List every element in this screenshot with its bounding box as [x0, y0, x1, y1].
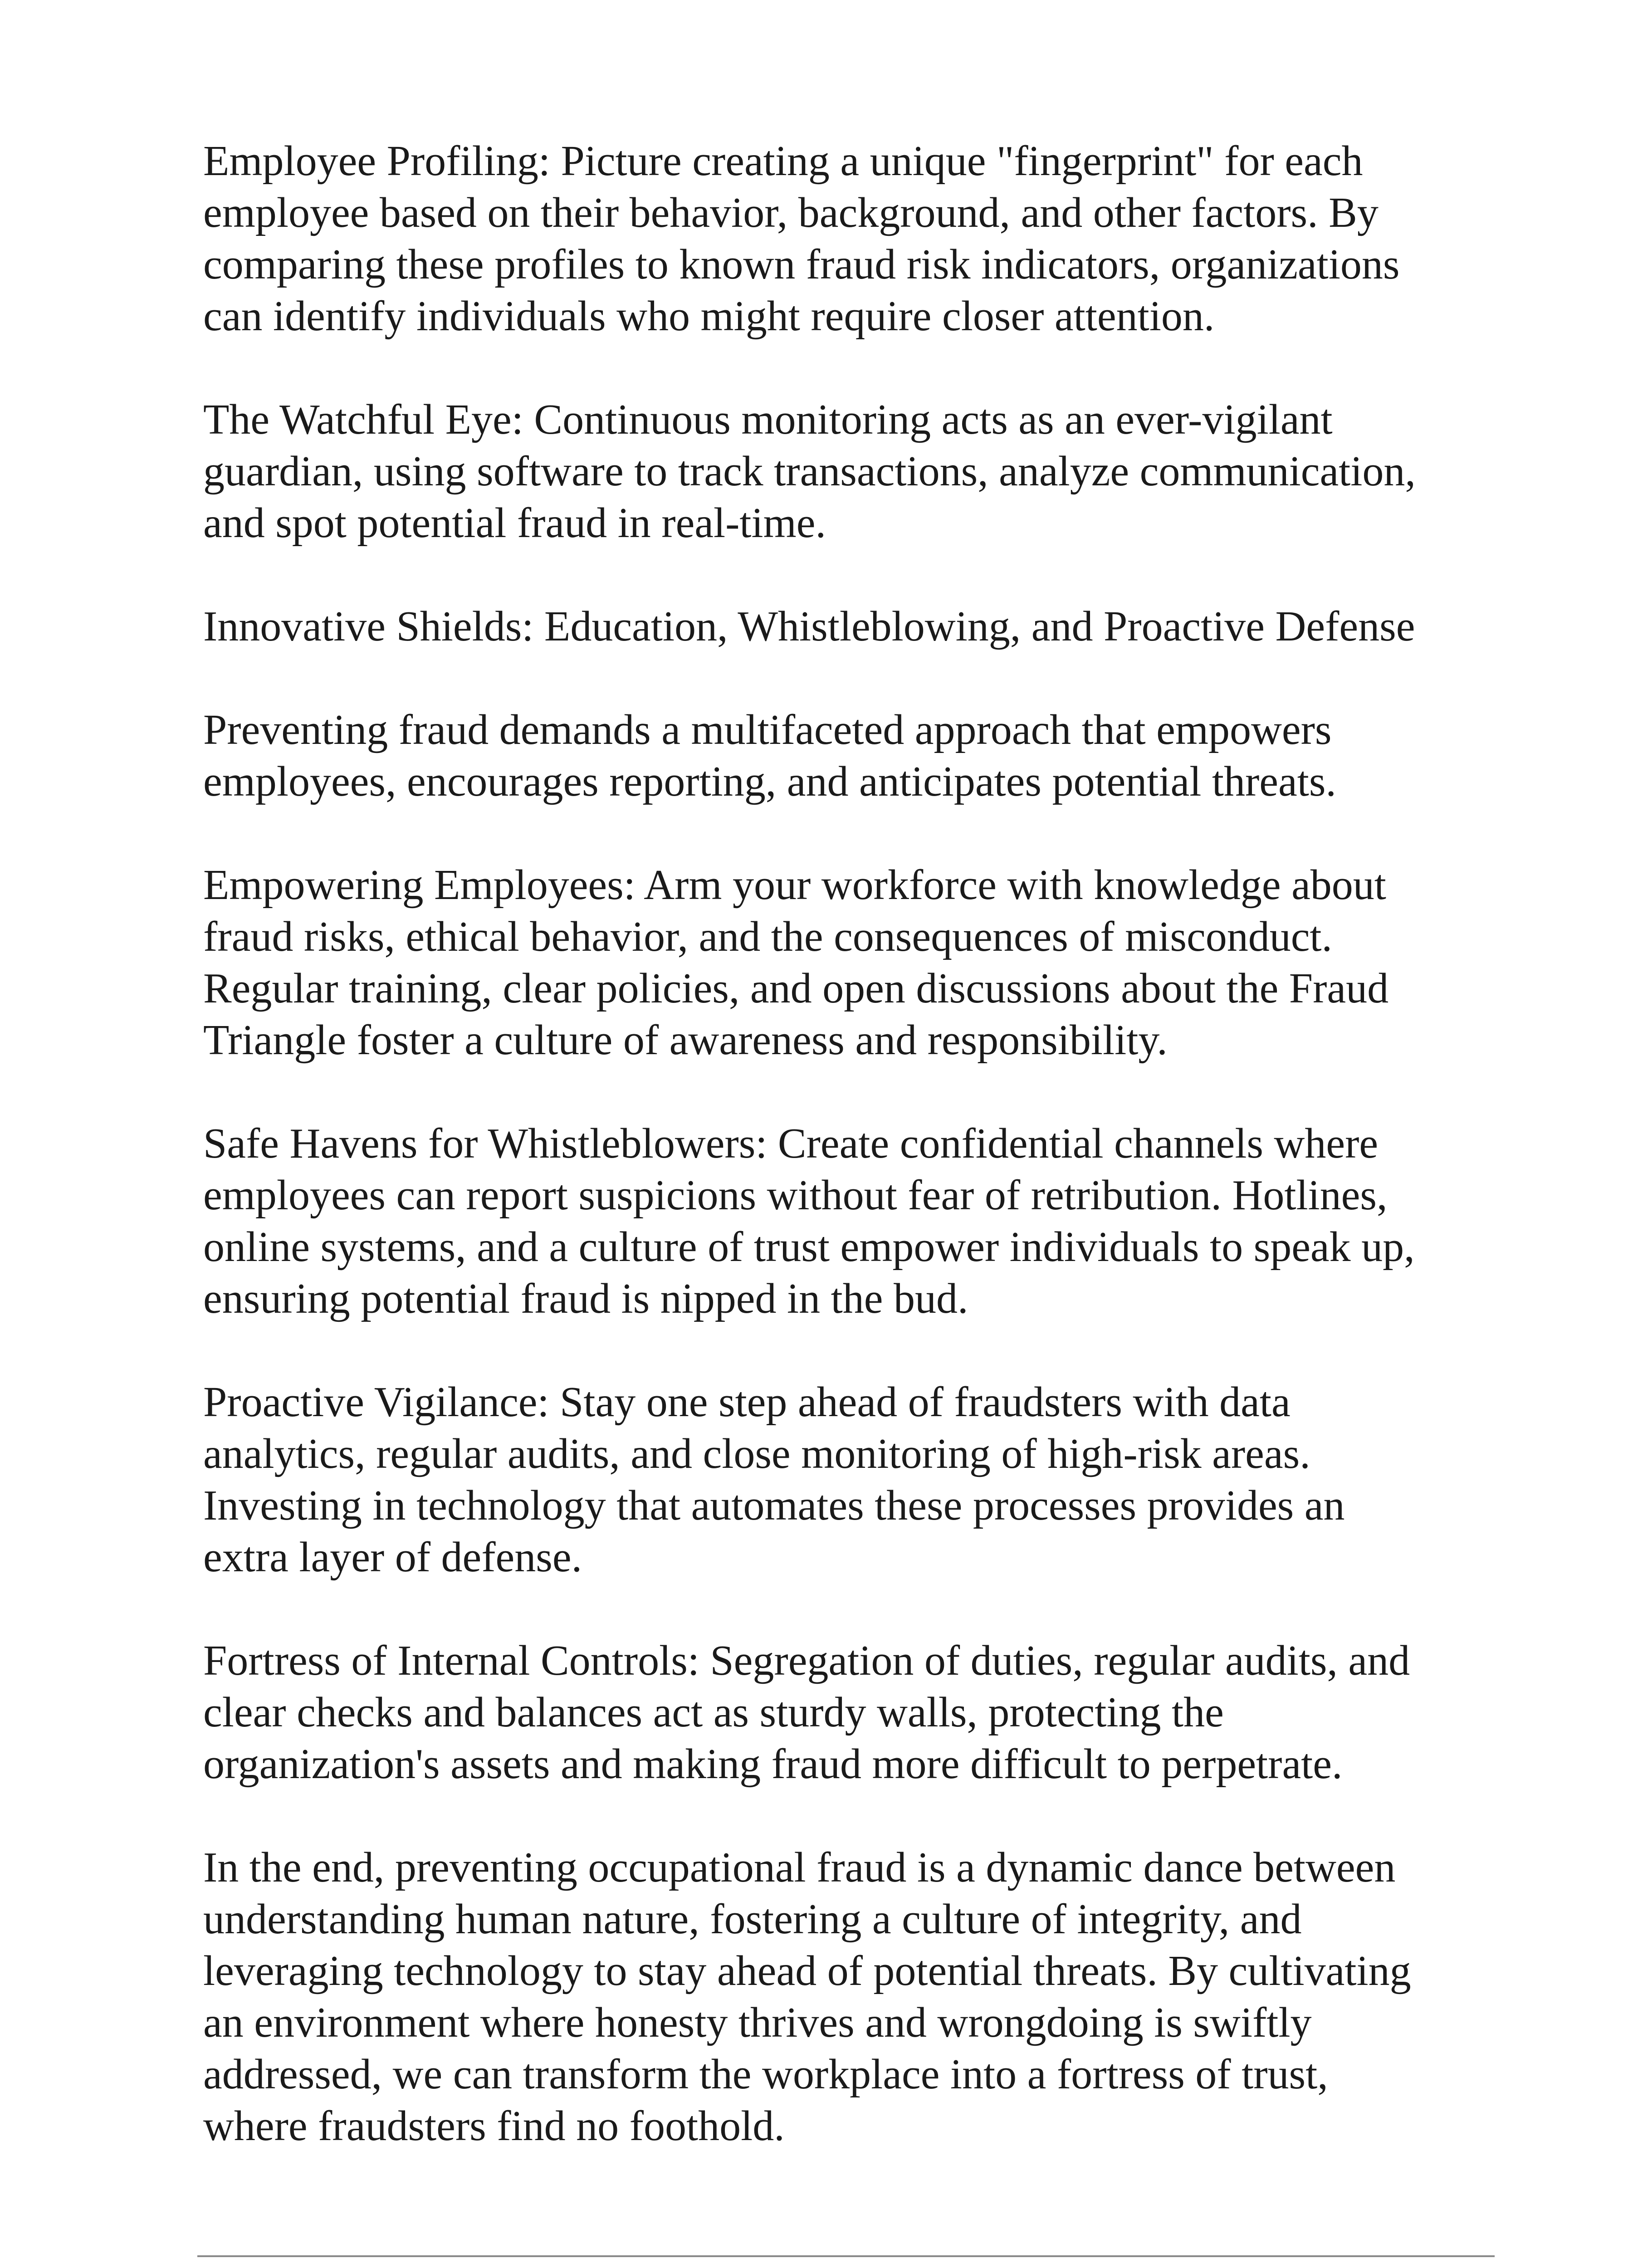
- paragraph-conclusion: In the end, preventing occupational fraud is a dynamic dance between understanding human nature, fostering a culture of integrity, and leveraging technology to stay ahead of potential threats. By cultivating an environment where honesty thrives and wrongdoing is swiftly addressed, we can transform the workplace into a fortress of trust, where fraudsters find no foothold.: [203, 1844, 1411, 2150]
- paragraph-watchful-eye: The Watchful Eye: Continuous monitoring acts as an ever-vigilant guardian, using software to track transactions, analyze communication, and spot potential fraud in real-time.: [203, 396, 1416, 547]
- footer-divider: [197, 2255, 1495, 2257]
- paragraph-preventing-fraud: Preventing fraud demands a multifaceted approach that empowers employees, encourages reporting, and anticipates potential threats.: [203, 706, 1336, 805]
- body-text: [203, 135, 1519, 2204]
- paragraph-safe-havens: Safe Havens for Whistleblowers: Create confidential channels where employees can report suspicions without fear of retribution. Hotlines, online systems, and a culture of trust empower individuals to speak up, ensuring potential fraud is nipped in the bud.: [203, 1120, 1415, 1322]
- paragraph-empowering-employees: Empowering Employees: Arm your workforce with knowledge about fraud risks, ethical behavior, and the consequences of misconduct. Regular training, clear policies, and open discussions about the Fraud Triangle foster a culture of awareness and responsibility.: [203, 861, 1389, 1064]
- section-heading-innovative-shields: Innovative Shields: Education, Whistleblowing, and Proactive Defense: [203, 603, 1415, 650]
- paragraph-employee-profiling: Employee Profiling: Picture creating a unique "fingerprint" for each employee based on their behavior, background, and other factors. By comparing these profiles to known fraud risk indicators, organizations can identify individuals who might require closer attention.: [203, 137, 1400, 340]
- paragraph-internal-controls: Fortress of Internal Controls: Segregation of duties, regular audits, and clear checks and balances act as sturdy walls, protecting the organization's assets and making fraud more difficult to perpetrate.: [203, 1637, 1410, 1788]
- paragraph-proactive-vigilance: Proactive Vigilance: Stay one step ahead of fraudsters with data analytics, regular audits, and close monitoring of high-risk areas. Investing in technology that automates these processes provides an extra layer of defense.: [203, 1378, 1345, 1581]
